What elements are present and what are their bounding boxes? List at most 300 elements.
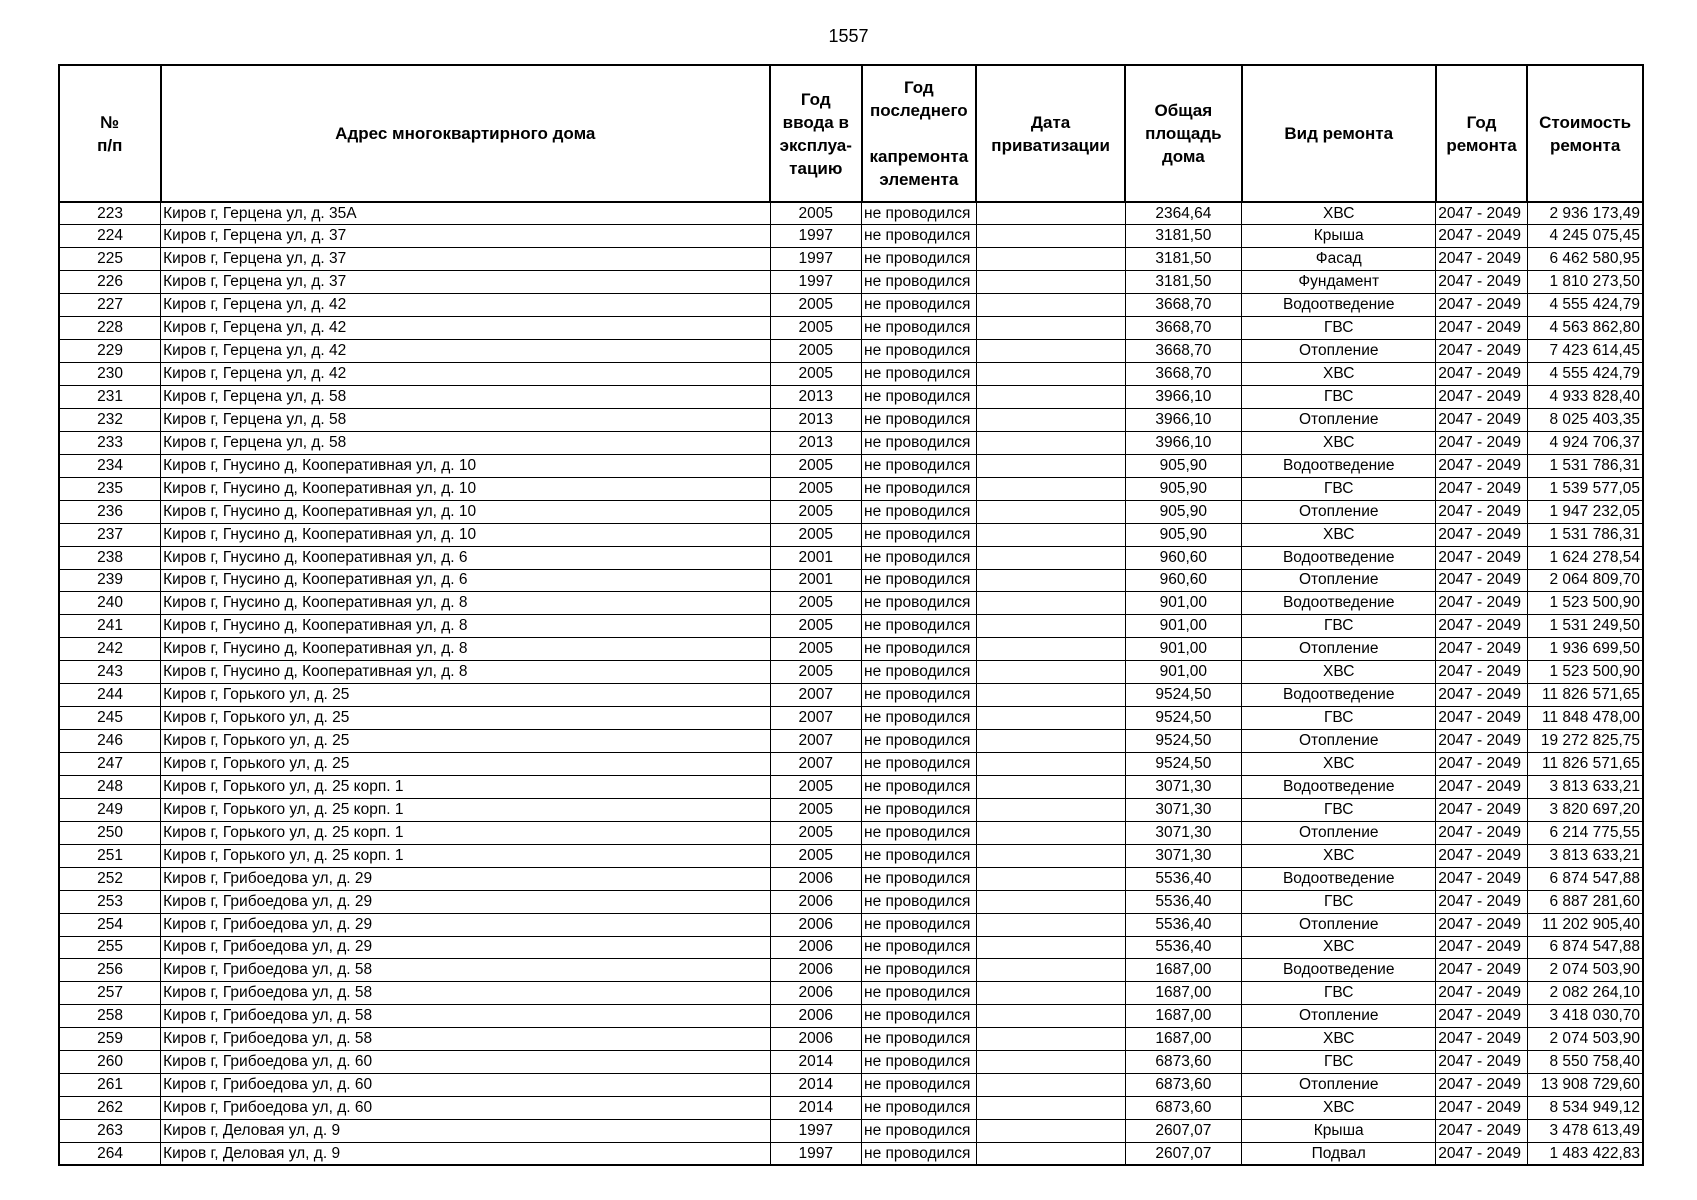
- cell-repair-type: ХВС: [1242, 936, 1436, 959]
- cell-total-area: 9524,50: [1125, 684, 1242, 707]
- cell-repair-year: 2047 - 2049: [1436, 798, 1528, 821]
- cell-total-area: 6873,60: [1125, 1074, 1242, 1097]
- cell-privatization-date: [976, 798, 1125, 821]
- table-header: [59, 65, 1643, 202]
- table-row: [59, 294, 1643, 317]
- cell-number: 247: [59, 753, 161, 776]
- cell-privatization-date: [976, 867, 1125, 890]
- table-row: [59, 753, 1643, 776]
- cell-address: Киров г, Герцена ул, д. 58: [161, 431, 770, 454]
- cell-repair-year: 2047 - 2049: [1436, 271, 1528, 294]
- cell-address: Киров г, Грибоедова ул, д. 58: [161, 1005, 770, 1028]
- cell-total-area: 905,90: [1125, 477, 1242, 500]
- cell-year-last-repair: не проводился: [862, 798, 977, 821]
- cell-repair-year: 2047 - 2049: [1436, 1074, 1528, 1097]
- cell-repair-year: 2047 - 2049: [1436, 936, 1528, 959]
- cell-year-last-repair: не проводился: [862, 294, 977, 317]
- cell-year-last-repair: не проводился: [862, 1005, 977, 1028]
- table-row: [59, 1005, 1643, 1028]
- cell-privatization-date: [976, 592, 1125, 615]
- cell-repair-cost: 1 531 249,50: [1527, 615, 1643, 638]
- cell-address: Киров г, Гнусино д, Кооперативная ул, д. 6: [161, 569, 770, 592]
- cell-repair-year: 2047 - 2049: [1436, 546, 1528, 569]
- header-repair-type: Вид ремонта: [1242, 65, 1436, 202]
- cell-address: Киров г, Гнусино д, Кооперативная ул, д. 8: [161, 592, 770, 615]
- cell-privatization-date: [976, 1028, 1125, 1051]
- cell-address: Киров г, Грибоедова ул, д. 58: [161, 959, 770, 982]
- table-row: [59, 1074, 1643, 1097]
- cell-repair-type: Отопление: [1242, 821, 1436, 844]
- cell-repair-cost: 1 810 273,50: [1527, 271, 1643, 294]
- table-row: [59, 202, 1643, 225]
- cell-number: 259: [59, 1028, 161, 1051]
- cell-repair-type: Водоотведение: [1242, 294, 1436, 317]
- cell-total-area: 3668,70: [1125, 317, 1242, 340]
- cell-repair-type: Отопление: [1242, 500, 1436, 523]
- cell-address: Киров г, Герцена ул, д. 58: [161, 386, 770, 409]
- cell-number: 264: [59, 1142, 161, 1165]
- cell-repair-year: 2047 - 2049: [1436, 500, 1528, 523]
- cell-repair-cost: 2 082 264,10: [1527, 982, 1643, 1005]
- cell-year-commission: 1997: [770, 1120, 862, 1143]
- cell-year-commission: 2013: [770, 431, 862, 454]
- cell-year-last-repair: не проводился: [862, 477, 977, 500]
- table-row: [59, 959, 1643, 982]
- table-row: [59, 363, 1643, 386]
- cell-number: 246: [59, 730, 161, 753]
- table-row: [59, 340, 1643, 363]
- cell-address: Киров г, Горького ул, д. 25 корп. 1: [161, 775, 770, 798]
- cell-privatization-date: [976, 340, 1125, 363]
- table-row: [59, 798, 1643, 821]
- cell-repair-year: 2047 - 2049: [1436, 867, 1528, 890]
- cell-repair-type: ХВС: [1242, 753, 1436, 776]
- cell-repair-type: Крыша: [1242, 1120, 1436, 1143]
- cell-privatization-date: [976, 386, 1125, 409]
- cell-repair-type: ХВС: [1242, 661, 1436, 684]
- cell-number: 256: [59, 959, 161, 982]
- header-year-commission: Год ввода в эксплуа- тацию: [770, 65, 862, 202]
- cell-number: 242: [59, 638, 161, 661]
- cell-repair-type: Водоотведение: [1242, 684, 1436, 707]
- cell-total-area: 5536,40: [1125, 890, 1242, 913]
- cell-number: 225: [59, 248, 161, 271]
- cell-number: 261: [59, 1074, 161, 1097]
- cell-repair-type: ГВС: [1242, 386, 1436, 409]
- cell-privatization-date: [976, 477, 1125, 500]
- cell-repair-type: ХВС: [1242, 363, 1436, 386]
- cell-number: 241: [59, 615, 161, 638]
- cell-number: 240: [59, 592, 161, 615]
- table-row: [59, 913, 1643, 936]
- table-row: [59, 821, 1643, 844]
- cell-year-commission: 2005: [770, 454, 862, 477]
- cell-year-commission: 2007: [770, 707, 862, 730]
- cell-year-last-repair: не проводился: [862, 1028, 977, 1051]
- table-row: [59, 1142, 1643, 1165]
- cell-address: Киров г, Горького ул, д. 25: [161, 730, 770, 753]
- cell-privatization-date: [976, 294, 1125, 317]
- cell-repair-type: ХВС: [1242, 431, 1436, 454]
- table-row: [59, 775, 1643, 798]
- cell-year-commission: 2005: [770, 363, 862, 386]
- cell-repair-year: 2047 - 2049: [1436, 1005, 1528, 1028]
- table-row: [59, 454, 1643, 477]
- cell-privatization-date: [976, 775, 1125, 798]
- cell-repair-cost: 6 887 281,60: [1527, 890, 1643, 913]
- cell-number: 234: [59, 454, 161, 477]
- cell-total-area: 960,60: [1125, 569, 1242, 592]
- cell-privatization-date: [976, 1074, 1125, 1097]
- cell-year-commission: 2013: [770, 408, 862, 431]
- cell-repair-year: 2047 - 2049: [1436, 523, 1528, 546]
- cell-number: 228: [59, 317, 161, 340]
- cell-address: Киров г, Гнусино д, Кооперативная ул, д. 10: [161, 454, 770, 477]
- cell-repair-cost: 1 523 500,90: [1527, 592, 1643, 615]
- cell-year-commission: 2005: [770, 523, 862, 546]
- cell-year-last-repair: не проводился: [862, 1142, 977, 1165]
- cell-year-commission: 2005: [770, 844, 862, 867]
- cell-year-last-repair: не проводился: [862, 408, 977, 431]
- cell-year-commission: 2005: [770, 661, 862, 684]
- cell-repair-cost: 1 936 699,50: [1527, 638, 1643, 661]
- cell-number: 253: [59, 890, 161, 913]
- table-row: [59, 890, 1643, 913]
- cell-year-last-repair: не проводился: [862, 202, 977, 225]
- cell-address: Киров г, Герцена ул, д. 37: [161, 225, 770, 248]
- cell-number: 251: [59, 844, 161, 867]
- cell-year-commission: 2006: [770, 913, 862, 936]
- cell-number: 229: [59, 340, 161, 363]
- cell-address: Киров г, Гнусино д, Кооперативная ул, д. 10: [161, 500, 770, 523]
- cell-repair-type: Крыша: [1242, 225, 1436, 248]
- cell-year-last-repair: не проводился: [862, 386, 977, 409]
- cell-total-area: 3966,10: [1125, 431, 1242, 454]
- cell-year-commission: 2005: [770, 500, 862, 523]
- cell-year-last-repair: не проводился: [862, 271, 977, 294]
- table-row: [59, 546, 1643, 569]
- cell-repair-type: Отопление: [1242, 913, 1436, 936]
- cell-address: Киров г, Герцена ул, д. 42: [161, 317, 770, 340]
- table-row: [59, 684, 1643, 707]
- cell-repair-type: Фасад: [1242, 248, 1436, 271]
- cell-total-area: 905,90: [1125, 523, 1242, 546]
- cell-address: Киров г, Герцена ул, д. 37: [161, 248, 770, 271]
- cell-year-last-repair: не проводился: [862, 1120, 977, 1143]
- cell-total-area: 1687,00: [1125, 982, 1242, 1005]
- cell-year-commission: 1997: [770, 271, 862, 294]
- cell-repair-year: 2047 - 2049: [1436, 684, 1528, 707]
- cell-total-area: 3966,10: [1125, 386, 1242, 409]
- cell-total-area: 1687,00: [1125, 1005, 1242, 1028]
- cell-year-last-repair: не проводился: [862, 225, 977, 248]
- cell-repair-year: 2047 - 2049: [1436, 753, 1528, 776]
- cell-privatization-date: [976, 913, 1125, 936]
- cell-year-last-repair: не проводился: [862, 431, 977, 454]
- cell-year-last-repair: не проводился: [862, 753, 977, 776]
- cell-address: Киров г, Горького ул, д. 25 корп. 1: [161, 798, 770, 821]
- cell-total-area: 3071,30: [1125, 775, 1242, 798]
- cell-privatization-date: [976, 569, 1125, 592]
- cell-address: Киров г, Грибоедова ул, д. 60: [161, 1051, 770, 1074]
- table-row: [59, 477, 1643, 500]
- table-row: [59, 661, 1643, 684]
- cell-repair-year: 2047 - 2049: [1436, 248, 1528, 271]
- cell-repair-type: Отопление: [1242, 1074, 1436, 1097]
- cell-address: Киров г, Горького ул, д. 25: [161, 753, 770, 776]
- cell-total-area: 3668,70: [1125, 340, 1242, 363]
- cell-year-commission: 2006: [770, 959, 862, 982]
- cell-year-last-repair: не проводился: [862, 707, 977, 730]
- cell-repair-type: ГВС: [1242, 890, 1436, 913]
- cell-address: Киров г, Грибоедова ул, д. 60: [161, 1097, 770, 1120]
- cell-privatization-date: [976, 225, 1125, 248]
- cell-year-commission: 2006: [770, 982, 862, 1005]
- table-row: [59, 1097, 1643, 1120]
- cell-repair-cost: 2 074 503,90: [1527, 1028, 1643, 1051]
- cell-number: 248: [59, 775, 161, 798]
- cell-year-commission: 1997: [770, 225, 862, 248]
- cell-number: 252: [59, 867, 161, 890]
- cell-repair-type: ГВС: [1242, 707, 1436, 730]
- cell-repair-cost: 4 555 424,79: [1527, 294, 1643, 317]
- cell-address: Киров г, Герцена ул, д. 42: [161, 294, 770, 317]
- page-number: 1557: [828, 26, 869, 46]
- cell-address: Киров г, Грибоедова ул, д. 60: [161, 1074, 770, 1097]
- cell-repair-type: Отопление: [1242, 730, 1436, 753]
- cell-privatization-date: [976, 844, 1125, 867]
- cell-repair-type: Водоотведение: [1242, 454, 1436, 477]
- cell-privatization-date: [976, 317, 1125, 340]
- table-row: [59, 592, 1643, 615]
- cell-privatization-date: [976, 1120, 1125, 1143]
- cell-privatization-date: [976, 821, 1125, 844]
- table-row: [59, 248, 1643, 271]
- cell-year-commission: 2006: [770, 1005, 862, 1028]
- cell-total-area: 901,00: [1125, 615, 1242, 638]
- cell-total-area: 3071,30: [1125, 844, 1242, 867]
- cell-repair-year: 2047 - 2049: [1436, 408, 1528, 431]
- cell-number: 233: [59, 431, 161, 454]
- cell-address: Киров г, Гнусино д, Кооперативная ул, д. 8: [161, 661, 770, 684]
- cell-total-area: 9524,50: [1125, 707, 1242, 730]
- cell-address: Киров г, Гнусино д, Кооперативная ул, д. 10: [161, 523, 770, 546]
- cell-repair-type: ХВС: [1242, 523, 1436, 546]
- cell-repair-type: Отопление: [1242, 569, 1436, 592]
- cell-total-area: 9524,50: [1125, 730, 1242, 753]
- cell-year-last-repair: не проводился: [862, 546, 977, 569]
- cell-year-last-repair: не проводился: [862, 867, 977, 890]
- cell-total-area: 905,90: [1125, 454, 1242, 477]
- cell-number: 249: [59, 798, 161, 821]
- cell-repair-cost: 2 064 809,70: [1527, 569, 1643, 592]
- cell-year-commission: 2005: [770, 798, 862, 821]
- table-row: [59, 1028, 1643, 1051]
- cell-number: 238: [59, 546, 161, 569]
- cell-privatization-date: [976, 1097, 1125, 1120]
- cell-year-commission: 2005: [770, 317, 862, 340]
- cell-repair-year: 2047 - 2049: [1436, 431, 1528, 454]
- cell-year-last-repair: не проводился: [862, 569, 977, 592]
- cell-repair-type: ГВС: [1242, 982, 1436, 1005]
- cell-repair-type: Водоотведение: [1242, 959, 1436, 982]
- table-row: [59, 615, 1643, 638]
- cell-number: 257: [59, 982, 161, 1005]
- cell-repair-year: 2047 - 2049: [1436, 340, 1528, 363]
- table-row: [59, 408, 1643, 431]
- table-row: [59, 500, 1643, 523]
- cell-repair-cost: 4 245 075,45: [1527, 225, 1643, 248]
- cell-privatization-date: [976, 661, 1125, 684]
- cell-repair-year: 2047 - 2049: [1436, 661, 1528, 684]
- cell-repair-type: ХВС: [1242, 1097, 1436, 1120]
- cell-repair-type: Отопление: [1242, 408, 1436, 431]
- cell-year-last-repair: не проводился: [862, 638, 977, 661]
- cell-year-last-repair: не проводился: [862, 730, 977, 753]
- cell-repair-cost: 3 820 697,20: [1527, 798, 1643, 821]
- cell-privatization-date: [976, 982, 1125, 1005]
- cell-repair-cost: 3 813 633,21: [1527, 844, 1643, 867]
- cell-total-area: 3966,10: [1125, 408, 1242, 431]
- cell-year-last-repair: не проводился: [862, 1074, 977, 1097]
- cell-total-area: 3071,30: [1125, 798, 1242, 821]
- cell-number: 260: [59, 1051, 161, 1074]
- cell-number: 262: [59, 1097, 161, 1120]
- cell-repair-year: 2047 - 2049: [1436, 775, 1528, 798]
- cell-address: Киров г, Горького ул, д. 25 корп. 1: [161, 821, 770, 844]
- cell-privatization-date: [976, 1005, 1125, 1028]
- cell-repair-year: 2047 - 2049: [1436, 454, 1528, 477]
- cell-privatization-date: [976, 523, 1125, 546]
- cell-repair-year: 2047 - 2049: [1436, 1120, 1528, 1143]
- cell-repair-cost: 2 936 173,49: [1527, 202, 1643, 225]
- cell-year-last-repair: не проводился: [862, 936, 977, 959]
- cell-repair-year: 2047 - 2049: [1436, 844, 1528, 867]
- cell-number: 223: [59, 202, 161, 225]
- cell-privatization-date: [976, 363, 1125, 386]
- cell-address: Киров г, Герцена ул, д. 42: [161, 340, 770, 363]
- cell-address: Киров г, Гнусино д, Кооперативная ул, д. 10: [161, 477, 770, 500]
- cell-privatization-date: [976, 890, 1125, 913]
- cell-repair-type: Отопление: [1242, 340, 1436, 363]
- cell-total-area: 3181,50: [1125, 248, 1242, 271]
- cell-repair-year: 2047 - 2049: [1436, 890, 1528, 913]
- cell-privatization-date: [976, 959, 1125, 982]
- cell-privatization-date: [976, 431, 1125, 454]
- cell-number: 243: [59, 661, 161, 684]
- cell-year-last-repair: не проводился: [862, 913, 977, 936]
- cell-repair-year: 2047 - 2049: [1436, 707, 1528, 730]
- cell-year-commission: 2014: [770, 1097, 862, 1120]
- cell-year-commission: 2005: [770, 821, 862, 844]
- cell-repair-cost: 3 418 030,70: [1527, 1005, 1643, 1028]
- cell-repair-cost: 6 462 580,95: [1527, 248, 1643, 271]
- cell-number: 231: [59, 386, 161, 409]
- cell-address: Киров г, Горького ул, д. 25 корп. 1: [161, 844, 770, 867]
- cell-repair-year: 2047 - 2049: [1436, 615, 1528, 638]
- cell-number: 232: [59, 408, 161, 431]
- cell-year-last-repair: не проводился: [862, 684, 977, 707]
- cell-repair-cost: 3 478 613,49: [1527, 1120, 1643, 1143]
- cell-repair-cost: 4 555 424,79: [1527, 363, 1643, 386]
- cell-total-area: 1687,00: [1125, 959, 1242, 982]
- cell-repair-cost: 1 531 786,31: [1527, 454, 1643, 477]
- cell-privatization-date: [976, 638, 1125, 661]
- cell-total-area: 3668,70: [1125, 294, 1242, 317]
- cell-year-commission: 1997: [770, 248, 862, 271]
- cell-repair-cost: 1 531 786,31: [1527, 523, 1643, 546]
- cell-year-commission: 2005: [770, 477, 862, 500]
- cell-privatization-date: [976, 500, 1125, 523]
- cell-repair-year: 2047 - 2049: [1436, 638, 1528, 661]
- cell-address: Киров г, Герцена ул, д. 42: [161, 363, 770, 386]
- cell-repair-type: ХВС: [1242, 844, 1436, 867]
- cell-year-commission: 2001: [770, 569, 862, 592]
- table-row: [59, 271, 1643, 294]
- cell-repair-year: 2047 - 2049: [1436, 913, 1528, 936]
- cell-address: Киров г, Грибоедова ул, д. 29: [161, 890, 770, 913]
- cell-year-last-repair: не проводился: [862, 775, 977, 798]
- cell-total-area: 901,00: [1125, 592, 1242, 615]
- cell-repair-cost: 2 074 503,90: [1527, 959, 1643, 982]
- cell-total-area: 3071,30: [1125, 821, 1242, 844]
- cell-number: 245: [59, 707, 161, 730]
- cell-repair-year: 2047 - 2049: [1436, 959, 1528, 982]
- cell-repair-type: Отопление: [1242, 638, 1436, 661]
- cell-number: 263: [59, 1120, 161, 1143]
- cell-year-commission: 2006: [770, 890, 862, 913]
- cell-repair-type: Подвал: [1242, 1142, 1436, 1165]
- cell-repair-cost: 3 813 633,21: [1527, 775, 1643, 798]
- cell-repair-type: Водоотведение: [1242, 775, 1436, 798]
- cell-repair-type: ГВС: [1242, 615, 1436, 638]
- cell-repair-year: 2047 - 2049: [1436, 1028, 1528, 1051]
- cell-total-area: 3181,50: [1125, 271, 1242, 294]
- cell-year-last-repair: не проводился: [862, 982, 977, 1005]
- cell-repair-cost: 8 025 403,35: [1527, 408, 1643, 431]
- cell-repair-type: Фундамент: [1242, 271, 1436, 294]
- cell-year-last-repair: не проводился: [862, 890, 977, 913]
- cell-year-last-repair: не проводился: [862, 661, 977, 684]
- cell-privatization-date: [976, 684, 1125, 707]
- cell-year-commission: 2005: [770, 340, 862, 363]
- cell-total-area: 6873,60: [1125, 1051, 1242, 1074]
- cell-total-area: 2607,07: [1125, 1120, 1242, 1143]
- cell-number: 250: [59, 821, 161, 844]
- cell-year-last-repair: не проводился: [862, 454, 977, 477]
- cell-address: Киров г, Герцена ул, д. 58: [161, 408, 770, 431]
- table-row: [59, 936, 1643, 959]
- cell-year-last-repair: не проводился: [862, 592, 977, 615]
- cell-number: 227: [59, 294, 161, 317]
- cell-year-commission: 2005: [770, 294, 862, 317]
- cell-repair-type: ГВС: [1242, 477, 1436, 500]
- cell-address: Киров г, Горького ул, д. 25: [161, 707, 770, 730]
- cell-address: Киров г, Грибоедова ул, д. 58: [161, 982, 770, 1005]
- cell-repair-cost: 6 214 775,55: [1527, 821, 1643, 844]
- cell-year-commission: 2005: [770, 775, 862, 798]
- header-repair-year: Год ремонта: [1436, 65, 1528, 202]
- cell-year-commission: 1997: [770, 1142, 862, 1165]
- cell-year-commission: 2014: [770, 1051, 862, 1074]
- repair-schedule-table: [58, 64, 1644, 1166]
- cell-total-area: 901,00: [1125, 638, 1242, 661]
- table-row: [59, 225, 1643, 248]
- cell-repair-cost: 13 908 729,60: [1527, 1074, 1643, 1097]
- cell-year-commission: 2007: [770, 753, 862, 776]
- cell-privatization-date: [976, 1142, 1125, 1165]
- table-row: [59, 867, 1643, 890]
